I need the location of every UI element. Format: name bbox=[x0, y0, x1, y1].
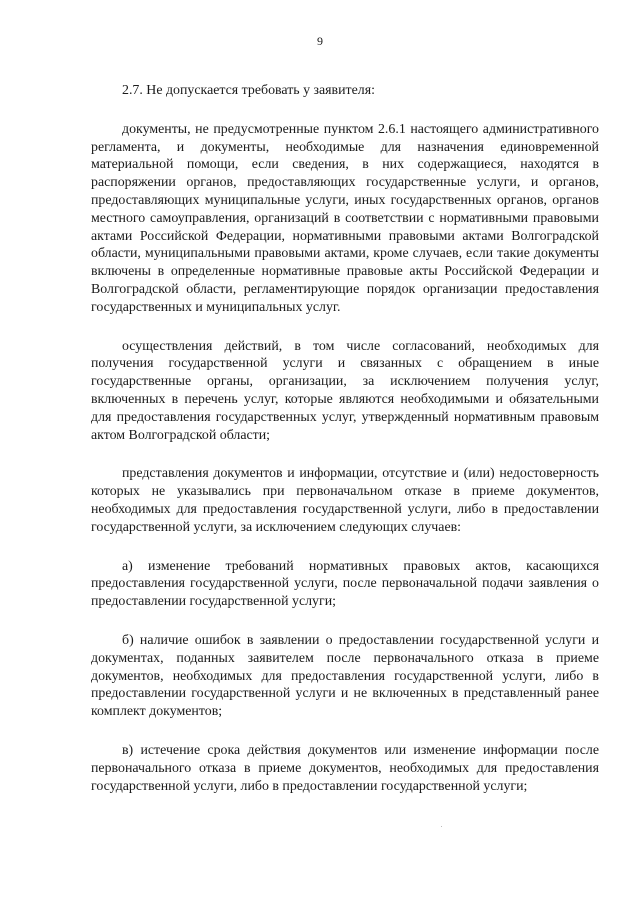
document-body bbox=[91, 82, 599, 795]
page-number: 9 bbox=[317, 34, 323, 48]
paragraph-documents: документы, не предусмотренные пунктом 2.6.1 настоящего административного регламента, и документы, необходимые для назначения единовременной материальной помощи, если сведения, в них содержащиеся, находятся в распоряжении органов, предоставляющих государственные услуги, и органов, предоставляющих муниципальные услуги, иных государственных органов, органов местного самоуправления, организаций в соответствии с нормативными правовыми актами Российской Федерации, нормативными правовыми актами Волгоградской области, муниципальными правовыми актами, кроме случаев, если такие документы включены в определенные нормативные правовые акты Российской Федерации и Волгоградской области, регламентирующие порядок организации предоставления государственных и муниципальных услуг. bbox=[91, 121, 599, 315]
list-item-b: б) наличие ошибок в заявлении о предоставлении государственной услуги и документах, поданных заявителем после первоначального отказа в приеме документов, необходимых для предоставления государственной услуги, либо в предоставлении государственной услуги и не включенных в представленный ранее комплект документов; bbox=[91, 632, 599, 720]
list-item-c: в) истечение срока действия документов или изменение информации после первоначального отказа в приеме документов, необходимых для предоставления государственной услуги, либо в предоставлении государственной услуги; bbox=[91, 742, 599, 794]
paragraph-actions: осуществления действий, в том числе согласований, необходимых для получения государственной услуги и связанных с обращением в иные государственные органы, организации, за исключением получения услуг, включенных в перечень услуг, которые являются необходимыми и обязательными для предоставления государственных услуг, утвержденный нормативным правовым актом Волгоградской области; bbox=[91, 338, 599, 443]
scan-speck bbox=[441, 826, 442, 827]
paragraph-representation: представления документов и информации, отсутствие и (или) недостоверность которых не указывались при первоначальном отказе в приеме документов, необходимых для предоставления государственной услуги, либо в предоставлении государственной услуги, за исключением следующих случаев: bbox=[91, 466, 599, 535]
list-item-a: а) изменение требований нормативных правовых актов, касающихся предоставления государственной услуги, после первоначальной подачи заявления о предоставлении государственной услуги; bbox=[91, 558, 599, 610]
section-heading: 2.7. Не допускается требовать у заявителя: bbox=[122, 83, 375, 98]
